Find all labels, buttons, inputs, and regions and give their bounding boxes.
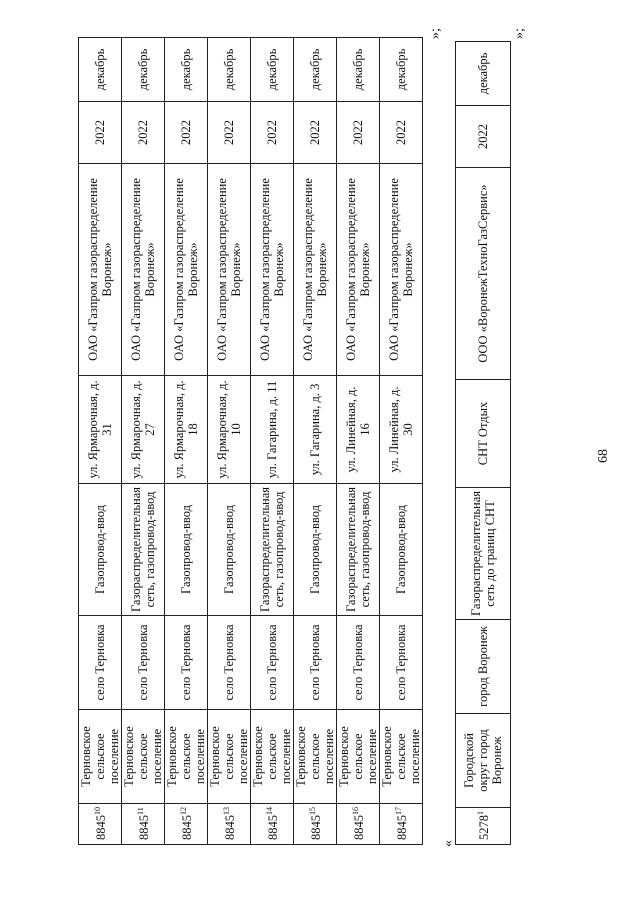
cell-year: 2022: [294, 101, 337, 163]
cell-month: декабрь: [456, 41, 511, 105]
gas-pipeline-table-addendum: [455, 41, 511, 845]
cell-locality: село Терновка: [79, 616, 122, 710]
cell-month: декабрь: [380, 37, 423, 101]
cell-owner: ОАО «Газпром газораспределение Воронеж»: [337, 163, 380, 375]
row-number-superscript: 17: [394, 807, 404, 815]
row-number-main: 5278: [477, 815, 492, 840]
row-number: [208, 804, 251, 845]
cell-owner: ОАО «Газпром газораспределение Воронеж»: [122, 163, 165, 375]
table-row: [380, 37, 423, 844]
cell-address: ул. Гагарина, д. 11: [251, 375, 294, 483]
cell-year: 2022: [208, 101, 251, 163]
row-number: [456, 808, 511, 845]
table-row: [337, 37, 380, 844]
row-number-main: 8845: [137, 815, 152, 840]
cell-owner: ОАО «Газпром газораспределение Воронеж»: [208, 163, 251, 375]
table-row: [122, 37, 165, 844]
table-row: [165, 37, 208, 844]
cell-address: ул. Ярмарочная, д. 27: [122, 375, 165, 483]
cell-settlement: Терновское сельское поселение: [380, 710, 423, 804]
cell-settlement: Городской округ город Воронеж: [456, 714, 511, 808]
cell-settlement: Терновское сельское поселение: [208, 710, 251, 804]
cell-settlement: Терновское сельское поселение: [294, 710, 337, 804]
quote-open: «: [441, 840, 456, 847]
cell-owner: ОАО «Газпром газораспределение Воронеж»: [380, 163, 423, 375]
cell-object: Газораспределительная сеть, газопровод-ввод: [337, 483, 380, 615]
row-number-main: 8845: [94, 815, 109, 840]
cell-address: ул. Гагарина, д. 3: [294, 375, 337, 483]
cell-year: 2022: [380, 101, 423, 163]
cell-locality: город Воронеж: [456, 620, 511, 714]
cell-address: ул. Линейная, д. 30: [380, 375, 423, 483]
cell-month: декабрь: [208, 37, 251, 101]
cell-settlement: Терновское сельское поселение: [165, 710, 208, 804]
cell-object: Газораспределительная сеть, газопровод-ввод: [251, 483, 294, 615]
row-number-main: 8845: [352, 815, 367, 840]
row-number-main: 8845: [395, 815, 410, 840]
table-row: [294, 37, 337, 844]
row-number: [380, 804, 423, 845]
cell-locality: село Терновка: [337, 616, 380, 710]
cell-settlement: Терновское сельское поселение: [122, 710, 165, 804]
row-number-main: 8845: [223, 815, 238, 840]
cell-year: 2022: [251, 101, 294, 163]
row-number-superscript: 14: [265, 807, 275, 815]
table-row: [456, 41, 511, 844]
cell-year: 2022: [456, 105, 511, 167]
cell-address: ул. Ярмарочная, д. 18: [165, 375, 208, 483]
gas-pipeline-table: [78, 37, 423, 845]
table-row: [79, 37, 122, 844]
cell-locality: село Терновка: [380, 616, 423, 710]
row-number-superscript: 11: [136, 807, 146, 815]
cell-object: Газораспределительная сеть, газопровод-ввод: [122, 483, 165, 615]
cell-year: 2022: [122, 101, 165, 163]
row-number: [251, 804, 294, 845]
row-number-main: 8845: [266, 815, 281, 840]
cell-locality: село Терновка: [208, 616, 251, 710]
cell-object: Газопровод-ввод: [208, 483, 251, 615]
cell-month: декабрь: [337, 37, 380, 101]
cell-owner: ОАО «Газпром газораспределение Воронеж»: [79, 163, 122, 375]
row-number: [294, 804, 337, 845]
cell-settlement: Терновское сельское поселение: [251, 710, 294, 804]
row-number-superscript: 10: [93, 807, 103, 815]
cell-year: 2022: [165, 101, 208, 163]
row-number-superscript: 13: [222, 807, 232, 815]
cell-object: Газопровод-ввод: [79, 483, 122, 615]
cell-month: декабрь: [122, 37, 165, 101]
cell-owner: ООО «ВоронежТехноГазСервис»: [456, 167, 511, 379]
cell-address: СНТ Отдых: [456, 379, 511, 487]
cell-object: Газораспределительная сеть до границ СНТ: [456, 487, 511, 619]
row-number-superscript: 16: [351, 807, 361, 815]
cell-locality: село Терновка: [251, 616, 294, 710]
cell-address: ул. Ярмарочная, д. 31: [79, 375, 122, 483]
table-row: [208, 37, 251, 844]
cell-owner: ОАО «Газпром газораспределение Воронеж»: [165, 163, 208, 375]
quote-close: »;: [512, 28, 527, 39]
page-number: 68: [596, 449, 611, 463]
cell-object: Газопровод-ввод: [380, 483, 423, 615]
cell-address: ул. Линейная, д. 16: [337, 375, 380, 483]
cell-address: ул. Ярмарочная, д. 10: [208, 375, 251, 483]
cell-month: декабрь: [251, 37, 294, 101]
row-number: [79, 804, 122, 845]
cell-owner: ОАО «Газпром газораспределение Воронеж»: [251, 163, 294, 375]
cell-year: 2022: [337, 101, 380, 163]
cell-year: 2022: [79, 101, 122, 163]
row-number: [337, 804, 380, 845]
cell-object: Газопровод-ввод: [165, 483, 208, 615]
cell-month: декабрь: [79, 37, 122, 101]
row-number-main: 8845: [309, 815, 324, 840]
cell-locality: село Терновка: [122, 616, 165, 710]
cell-locality: село Терновка: [165, 616, 208, 710]
cell-object: Газопровод-ввод: [294, 483, 337, 615]
row-number-superscript: 12: [179, 807, 189, 815]
row-number-main: 8845: [180, 815, 195, 840]
cell-month: декабрь: [165, 37, 208, 101]
row-number: [165, 804, 208, 845]
row-number-superscript: 1: [476, 811, 486, 815]
row-number: [122, 804, 165, 845]
cell-owner: ОАО «Газпром газораспределение Воронеж»: [294, 163, 337, 375]
cell-month: декабрь: [294, 37, 337, 101]
quote-close: »;: [428, 28, 443, 39]
table-row: [251, 37, 294, 844]
cell-settlement: Терновское сельское поселение: [79, 710, 122, 804]
cell-settlement: Терновское сельское поселение: [337, 710, 380, 804]
row-number-superscript: 15: [308, 807, 318, 815]
cell-locality: село Терновка: [294, 616, 337, 710]
